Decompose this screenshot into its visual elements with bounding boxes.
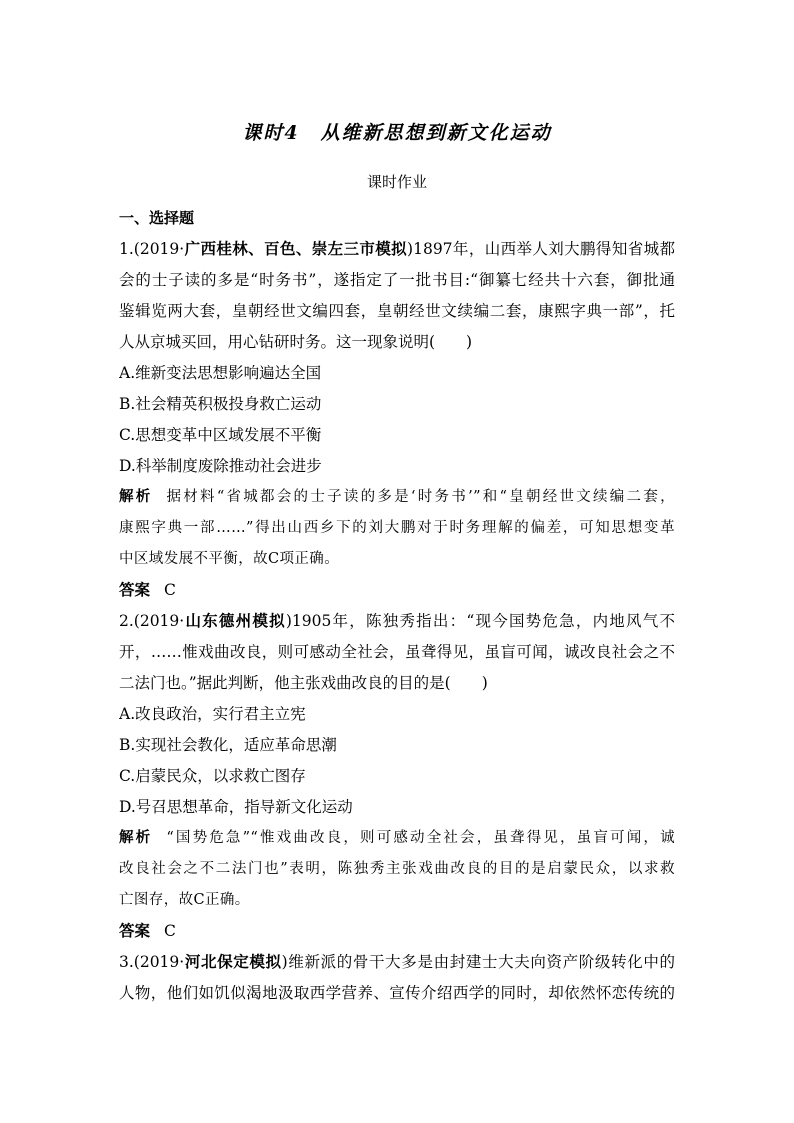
option-a: A.改良政治，实行君主立宪 xyxy=(119,705,306,723)
analysis-line: 改良社会之不二法门也”表明，陈独秀主张戏曲改良的目的是启蒙民众，以求救 xyxy=(119,861,675,877)
option-b: B.社会精英积极投身救亡运动 xyxy=(119,395,322,413)
question-source: 河北保定模拟 xyxy=(184,953,282,971)
analysis-line: 亡图存，故C正确。 xyxy=(119,892,250,908)
option-c: C.思想变革中区域发展不平衡 xyxy=(119,426,322,444)
question-stem-line: 1.(2019·广西桂林、百色、崇左三市模拟)1897年，山西举人刘大鹏得知省城都 xyxy=(119,240,675,258)
question-stem-line: 3.(2019·河北保定模拟)维新派的骨干大多是由封建士大夫向资产阶级转化中的 xyxy=(119,953,675,971)
analysis-label: 解析 xyxy=(119,489,153,505)
question-stem-line: 人物，他们如饥似渴地汲取西学营养、宣传介绍西学的同时，却依然怀恋传统的 xyxy=(119,984,675,1002)
question-1 xyxy=(119,234,675,606)
answer-value: C xyxy=(164,581,176,599)
analysis-line: 解析 “国势危急”“惟戏曲改良，则可感动全社会，虽聋得见，虽盲可闻，诚 xyxy=(119,830,675,846)
answer-line xyxy=(119,575,675,606)
answer-value: C xyxy=(164,922,176,940)
analysis-line: 解析 据材料“省城都会的士子读的多是‘时务书’”和“皇朝经世文续编二套， xyxy=(119,489,675,505)
question-source: 山东德州模拟 xyxy=(184,612,286,630)
question-stem-line: 人从京城买回，用心钻研时务。这一现象说明( ) xyxy=(119,333,473,351)
answer-line xyxy=(119,916,675,947)
document-body xyxy=(119,203,675,1009)
question-stem-line: 鉴辑览两大套，皇朝经世文编四套，皇朝经世文续编二套，康熙字典一部”，托 xyxy=(119,302,675,320)
answer-label: 答案 xyxy=(119,581,151,599)
analysis-line: 康熙字典一部……”得出山西乡下的刘大鹏对于时务理解的偏差，可知思想变革 xyxy=(119,520,675,536)
question-stem-line: 2.(2019·山东德州模拟)1905年，陈独秀指出：“现今国势危急，内地风气不 xyxy=(119,612,675,630)
question-stem-line: 二法门也。”据此判断，他主张戏曲改良的目的是( ) xyxy=(119,674,488,692)
question-source: 广西桂林、百色、崇左三市模拟 xyxy=(184,240,408,258)
analysis-label: 解析 xyxy=(119,830,153,846)
option-d: D.号召思想革命，指导新文化运动 xyxy=(119,798,353,816)
question-stem-line: 开，……惟戏曲改良，则可感动全社会，虽聋得见，虽盲可闻，诚改良社会之不 xyxy=(119,643,675,661)
option-b: B.实现社会教化，适应革命思潮 xyxy=(119,736,337,754)
option-d: D.科举制度废除推动社会进步 xyxy=(119,457,322,475)
answer-label: 答案 xyxy=(119,922,151,940)
option-a: A.维新变法思想影响遍达全国 xyxy=(119,364,322,382)
page-title: 课时4 从维新思想到新文化运动 xyxy=(242,122,552,144)
analysis-line: 中区域发展不平衡，故C项正确。 xyxy=(119,551,340,567)
section-heading: 一、选择题 xyxy=(119,209,195,227)
question-2 xyxy=(119,606,675,947)
question-stem-line: 会的士子读的多是“时务书”，遂指定了一批书目:“御纂七经共十六套，御批通 xyxy=(119,271,675,289)
option-c: C.启蒙民众，以求救亡图存 xyxy=(119,767,306,785)
question-3 xyxy=(119,947,675,1009)
page-subtitle: 课时作业 xyxy=(366,173,427,191)
